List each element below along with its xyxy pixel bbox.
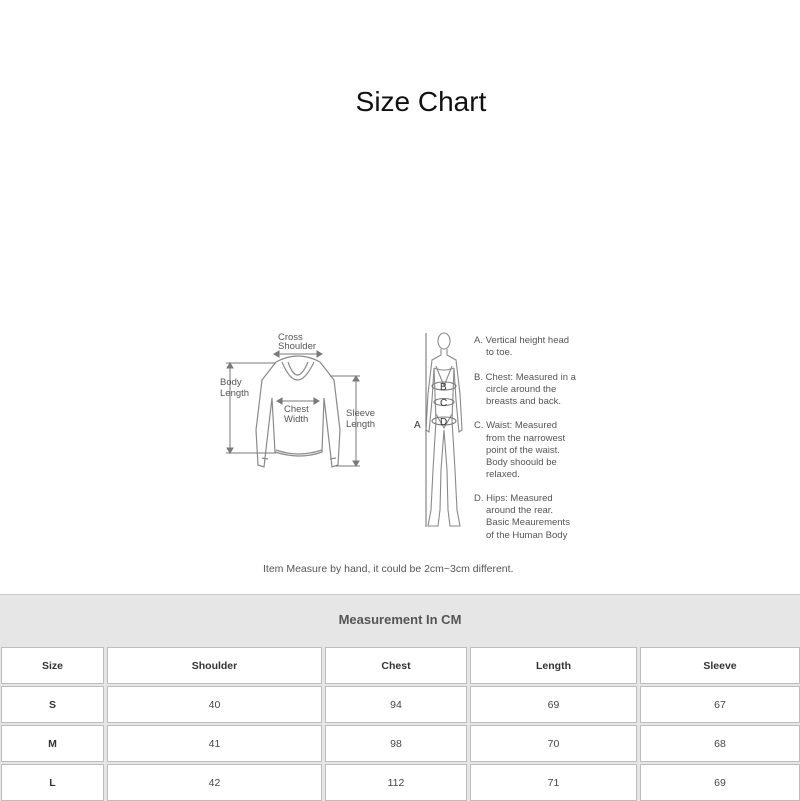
body-measure-marks xyxy=(426,333,456,527)
table-cell-chest: 112 xyxy=(325,764,467,801)
body-length-label-2: Length xyxy=(220,388,250,399)
legend-line: B. Chest: Measured in a xyxy=(474,372,576,383)
body-label-b: B xyxy=(440,382,447,393)
column-header-length: Length xyxy=(470,647,637,684)
table-cell-length: 70 xyxy=(470,725,637,762)
cross-shoulder-label-2: Shoulder xyxy=(278,341,317,352)
table-cell-size: M xyxy=(1,725,104,762)
body-label-d: D xyxy=(440,417,448,428)
table-cell-chest: 94 xyxy=(325,686,467,723)
body-length-label-1: Body xyxy=(220,377,242,388)
table-cell-length: 71 xyxy=(470,764,637,801)
table-cell-sleeve: 69 xyxy=(640,764,800,801)
table-heading: Measurement In CM xyxy=(338,612,462,627)
table-cell-sleeve: 67 xyxy=(640,686,800,723)
measure-note: Item Measure by hand, it could be 2cm~3cm different. xyxy=(263,563,514,575)
table-cell-size: L xyxy=(1,764,104,801)
legend-line: relaxed. xyxy=(486,469,520,480)
table-cell-length: 69 xyxy=(470,686,637,723)
legend-line: Body shoould be xyxy=(486,457,557,468)
table-cell-sleeve: 68 xyxy=(640,725,800,762)
legend-line: Basic Meaurements xyxy=(486,517,570,528)
column-header-chest: Chest xyxy=(325,647,467,684)
legend-line: point of the waist. xyxy=(486,445,560,456)
size-table xyxy=(0,594,800,801)
table-cell-size: S xyxy=(1,686,104,723)
column-header-sleeve: Sleeve xyxy=(640,647,800,684)
body-label-a: A xyxy=(414,420,421,431)
chest-width-label-1: Chest xyxy=(284,404,309,415)
legend-line: C. Waist: Measured xyxy=(474,420,558,431)
sleeve-length-label-2: Length xyxy=(346,419,376,430)
legend-line: circle around the xyxy=(486,384,557,395)
body-label-c: C xyxy=(440,398,448,409)
legend-line: around the rear. xyxy=(486,505,554,516)
legend-line: breasts and back. xyxy=(486,396,561,407)
table-cell-shoulder: 41 xyxy=(107,725,322,762)
measurement-legend xyxy=(474,335,577,541)
legend-line: of the Human Body xyxy=(486,530,568,541)
body-figure xyxy=(426,333,462,526)
legend-line: to toe. xyxy=(486,347,513,358)
column-header-shoulder: Shoulder xyxy=(107,647,322,684)
chest-width-label-2: Width xyxy=(284,414,309,425)
cross-shoulder-label-1: Cross xyxy=(278,332,303,343)
table-cell-shoulder: 40 xyxy=(107,686,322,723)
table-cell-chest: 98 xyxy=(325,725,467,762)
table-cell-shoulder: 42 xyxy=(107,764,322,801)
legend-line: from the narrowest xyxy=(486,433,566,444)
legend-line: A. Vertical height head xyxy=(474,335,570,346)
column-header-size: Size xyxy=(1,647,104,684)
legend-line: D. Hips: Measured xyxy=(474,493,553,504)
sleeve-length-label-1: Sleeve xyxy=(346,408,376,419)
page-title: Size Chart xyxy=(355,86,487,117)
